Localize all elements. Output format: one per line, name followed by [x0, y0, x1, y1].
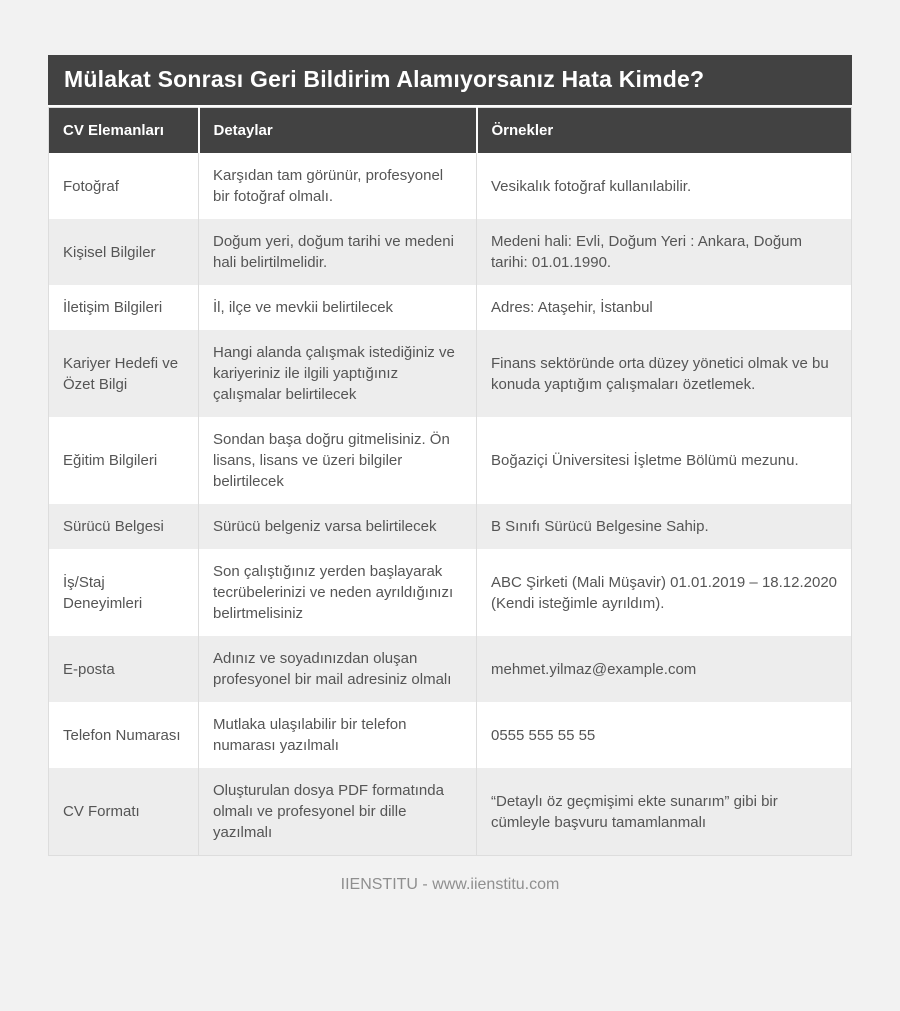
cell-example: ABC Şirketi (Mali Müşavir) 01.01.2019 – 18.12.2020 (Kendi isteğimle ayrıldım). — [477, 549, 852, 636]
cell-detail: Son çalıştığınız yerden başlayarak tecrübelerinizi ve neden ayrıldığınızı belirtmelisiniz — [199, 549, 477, 636]
cell-example: Boğaziçi Üniversitesi İşletme Bölümü mezunu. — [477, 417, 852, 504]
cell-example: Vesikalık fotoğraf kullanılabilir. — [477, 153, 852, 219]
cell-element: Telefon Numarası — [63, 726, 181, 744]
cell-example: “Detaylı öz geçmişimi ekte sunarım” gibi bir cümleyle başvuru tamamlanmalı — [477, 768, 852, 856]
cell-element: Kişisel Bilgiler — [63, 243, 156, 261]
table-header — [49, 108, 852, 154]
cell-detail: Hangi alanda çalışmak istediğiniz ve kariyeriniz ile ilgili yaptığınız çalışmalar belirtilecek — [199, 330, 477, 417]
cell-detail: Doğum yeri, doğum tarihi ve medeni hali belirtilmelidir. — [199, 219, 477, 285]
cell-detail: Adınız ve soyadınızdan oluşan profesyonel bir mail adresiniz olmalı — [199, 636, 477, 702]
cell-element: Kariyer Hedefi ve Özet Bilgi — [63, 354, 179, 393]
cv-guide-card — [48, 55, 852, 856]
column-header-cv-elemanlari: CV Elemanları — [49, 108, 199, 154]
table-row — [49, 636, 852, 702]
cv-elements-table — [48, 107, 852, 856]
table-row — [49, 768, 852, 856]
cell-example: 0555 555 55 55 — [477, 702, 852, 768]
cell-element: E-posta — [63, 660, 115, 678]
table-row — [49, 417, 852, 504]
cell-example: B Sınıfı Sürücü Belgesine Sahip. — [477, 504, 852, 549]
cell-detail: Sürücü belgeniz varsa belirtilecek — [199, 504, 477, 549]
table-row — [49, 285, 852, 330]
cell-element: İş/Staj Deneyimleri — [63, 573, 143, 612]
cell-example: Finans sektöründe orta düzey yönetici olmak ve bu konuda yaptığım çalışmaları özetlemek. — [477, 330, 852, 417]
cell-detail: İl, ilçe ve mevkii belirtilecek — [199, 285, 477, 330]
cell-detail: Mutlaka ulaşılabilir bir telefon numarası yazılmalı — [199, 702, 477, 768]
column-header-ornekler: Örnekler — [477, 108, 852, 154]
table-row — [49, 504, 852, 549]
page-title: Mülakat Sonrası Geri Bildirim Alamıyorsanız Hata Kimde? — [48, 55, 852, 107]
table-row — [49, 702, 852, 768]
cell-element: Fotoğraf — [63, 177, 119, 195]
table-row — [49, 219, 852, 285]
cell-example: mehmet.yilmaz@example.com — [477, 636, 852, 702]
table-row — [49, 153, 852, 219]
header-row — [49, 108, 852, 154]
cell-element: CV Formatı — [63, 803, 140, 820]
cell-detail: Karşıdan tam görünür, profesyonel bir fotoğraf olmalı. — [199, 153, 477, 219]
cell-element: Sürücü Belgesi — [63, 518, 164, 535]
footer-credit: IIENSTITU - www.iienstitu.com — [340, 876, 560, 893]
cell-example: Adres: Ataşehir, İstanbul — [477, 285, 852, 330]
cell-example: Medeni hali: Evli, Doğum Yeri : Ankara, Doğum tarihi: 01.01.1990. — [477, 219, 852, 285]
table-body — [49, 153, 852, 856]
cell-detail: Sondan başa doğru gitmelisiniz. Ön lisans, lisans ve üzeri bilgiler belirtilecek — [199, 417, 477, 504]
table-row — [49, 330, 852, 417]
cell-element: İletişim Bilgileri — [63, 299, 163, 316]
cell-detail: Oluşturulan dosya PDF formatında olmalı ve profesyonel bir dille yazılmalı — [199, 768, 477, 856]
column-header-detaylar: Detaylar — [199, 108, 477, 154]
cell-element: Eğitim Bilgileri — [63, 452, 158, 469]
table-row — [49, 549, 852, 636]
